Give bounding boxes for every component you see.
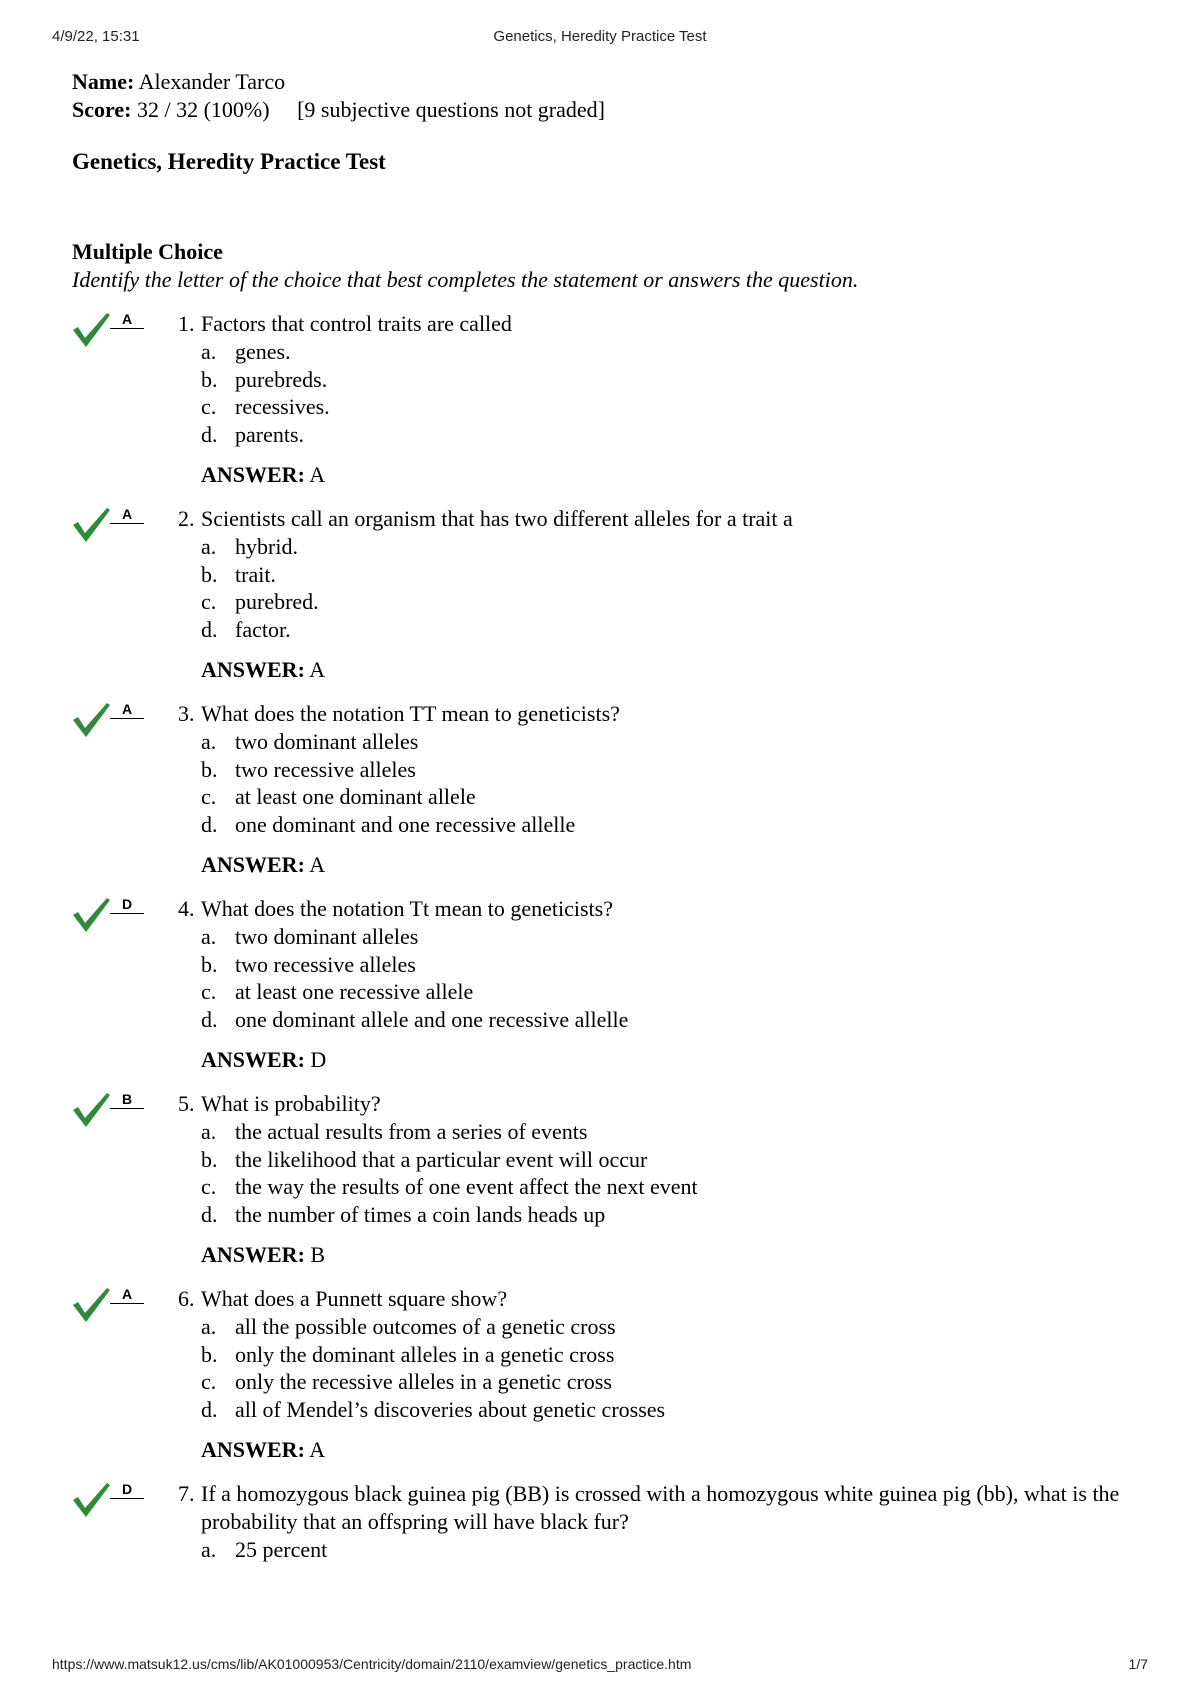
choice-letter: c.: [201, 1369, 217, 1394]
answer-value: B: [310, 1242, 326, 1267]
choice-text: 25 percent: [235, 1537, 328, 1562]
question-body: [178, 1285, 1132, 1464]
question-item: [72, 895, 1132, 1074]
question-number: 3.: [178, 701, 195, 726]
choice-text: at least one dominant allele: [235, 784, 476, 809]
choice-item: [201, 1396, 1132, 1424]
choice-letter: c.: [201, 784, 217, 809]
page-title: Genetics, Heredity Practice Test: [72, 149, 386, 174]
choice-letter: d.: [201, 616, 218, 642]
choice-letter: b.: [201, 756, 218, 782]
choice-item: [201, 338, 1132, 366]
print-url: https://www.matsuk12.us/cms/lib/AK01000953/Centricity/domain/2110/examview/genetics_practice.htm: [52, 1656, 692, 1672]
question-item: [72, 310, 1132, 489]
choice-item: [201, 728, 1132, 756]
checkmark-icon: [72, 1090, 112, 1130]
choice-item: [201, 1201, 1132, 1229]
answer-value: A: [309, 1437, 326, 1462]
answer-label: ANSWER:: [201, 852, 305, 877]
choice-item: [201, 1173, 1132, 1201]
selected-answer: A: [110, 505, 144, 524]
choice-letter: a.: [201, 339, 217, 364]
choice-text: two recessive alleles: [235, 951, 416, 977]
choice-item: [201, 951, 1132, 979]
choice-list: [201, 533, 1132, 643]
answer-line: [201, 656, 1132, 684]
section-instructions: Identify the letter of the choice that best completes the statement or answers the question.: [72, 267, 859, 292]
question-text: What does the notation TT mean to geneticists?: [201, 701, 620, 726]
answer-line: [201, 1436, 1132, 1464]
question-line: [178, 1480, 1132, 1536]
answer-line: [201, 461, 1132, 489]
choice-item: [201, 756, 1132, 784]
score-label: Score:: [72, 97, 132, 122]
choice-list: [201, 338, 1132, 448]
answer-value: D: [310, 1047, 327, 1072]
question-line: [178, 505, 1132, 533]
choice-letter: b.: [201, 1341, 218, 1367]
choice-letter: a.: [201, 1119, 217, 1144]
section-title: Multiple Choice: [72, 239, 223, 264]
question-line: [178, 310, 1132, 338]
answer-label: ANSWER:: [201, 1437, 305, 1462]
choice-text: the way the results of one event affect the next event: [235, 1174, 698, 1199]
question-item: [72, 700, 1132, 879]
choice-letter: a.: [201, 729, 217, 754]
choice-item: [201, 978, 1132, 1006]
choice-letter: a.: [201, 924, 217, 949]
choice-list: [201, 1313, 1132, 1423]
question-line: [178, 1285, 1132, 1313]
question-text: If a homozygous black guinea pig (BB) is crossed with a homozygous white guinea pig (bb), what is the probability that an offspring will have black fur?: [201, 1481, 1120, 1534]
choice-item: [201, 1368, 1132, 1396]
question-body: [178, 895, 1132, 1074]
choice-letter: c.: [201, 1174, 217, 1199]
choice-text: all of Mendel’s discoveries about genetic crosses: [235, 1396, 666, 1422]
choice-item: [201, 1006, 1132, 1034]
choice-text: parents.: [235, 421, 305, 447]
selected-answer: A: [110, 700, 144, 719]
choice-item: [201, 1536, 1132, 1564]
choice-text: all the possible outcomes of a genetic cross: [235, 1314, 616, 1339]
choice-text: the likelihood that a particular event will occur: [235, 1146, 648, 1172]
choice-text: trait.: [235, 561, 276, 587]
selected-answer: D: [110, 1480, 144, 1499]
selected-answer: B: [110, 1090, 144, 1109]
question-number: 2.: [178, 506, 195, 531]
answer-value: A: [309, 462, 326, 487]
name-label: Name:: [72, 69, 135, 94]
choice-item: [201, 588, 1132, 616]
print-doc-title: Genetics, Heredity Practice Test: [493, 28, 707, 45]
page-number: 1/7: [1128, 1656, 1148, 1672]
choice-letter: d.: [201, 1006, 218, 1032]
choice-item: [201, 1313, 1132, 1341]
document-body: [72, 68, 1132, 1564]
question-body: [178, 1090, 1132, 1269]
choice-text: genes.: [235, 339, 291, 364]
choice-item: [201, 923, 1132, 951]
checkmark-icon: [72, 700, 112, 740]
choice-letter: b.: [201, 951, 218, 977]
question-number: 6.: [178, 1286, 195, 1311]
print-datetime: 4/9/22, 15:31: [52, 28, 140, 45]
choice-item: [201, 393, 1132, 421]
choice-letter: d.: [201, 1201, 218, 1227]
choice-text: purebreds.: [235, 366, 328, 392]
question-item: [72, 1480, 1132, 1564]
score-value: 32 / 32 (100%): [136, 97, 270, 122]
choice-letter: a.: [201, 1314, 217, 1339]
question-line: [178, 895, 1132, 923]
name-value: Alexander Tarco: [138, 69, 286, 94]
question-item: [72, 1090, 1132, 1269]
choice-text: only the recessive alleles in a genetic cross: [235, 1369, 612, 1394]
choice-text: hybrid.: [235, 534, 298, 559]
choice-list: [201, 728, 1132, 838]
checkmark-icon: [72, 1480, 112, 1520]
choice-letter: c.: [201, 589, 217, 614]
choice-item: [201, 616, 1132, 644]
selected-answer: D: [110, 895, 144, 914]
choice-text: one dominant and one recessive allelle: [235, 811, 576, 837]
answer-value: A: [309, 852, 326, 877]
question-text: What is probability?: [201, 1091, 381, 1116]
choice-text: two dominant alleles: [235, 729, 419, 754]
answer-line: [201, 851, 1132, 879]
question-text: Scientists call an organism that has two different alleles for a trait a: [201, 506, 793, 531]
choice-list: [201, 1118, 1132, 1228]
choice-list: [201, 1536, 1132, 1564]
choice-letter: c.: [201, 394, 217, 419]
choice-text: at least one recessive allele: [235, 979, 474, 1004]
choice-item: [201, 783, 1132, 811]
question-line: [178, 700, 1132, 728]
score-note: [9 subjective questions not graded]: [297, 97, 605, 122]
question-item: [72, 1285, 1132, 1464]
name-line: [72, 68, 1132, 96]
choice-text: recessives.: [235, 394, 330, 419]
question-number: 4.: [178, 896, 195, 921]
choice-letter: b.: [201, 1146, 218, 1172]
choice-list: [201, 923, 1132, 1033]
question-number: 7.: [178, 1481, 195, 1506]
question-body: [178, 700, 1132, 879]
answer-label: ANSWER:: [201, 657, 305, 682]
choice-text: the actual results from a series of events: [235, 1119, 588, 1144]
answer-label: ANSWER:: [201, 462, 305, 487]
checkmark-icon: [72, 1285, 112, 1325]
choice-text: two dominant alleles: [235, 924, 419, 949]
multiple-choice-section: [72, 238, 1132, 294]
answer-label: ANSWER:: [201, 1242, 305, 1267]
question-list: [72, 310, 1132, 1564]
question-body: [178, 505, 1132, 684]
choice-letter: c.: [201, 979, 217, 1004]
question-item: [72, 505, 1132, 684]
answer-line: [201, 1046, 1132, 1074]
choice-text: two recessive alleles: [235, 756, 416, 782]
selected-answer: A: [110, 310, 144, 329]
choice-item: [201, 1146, 1132, 1174]
choice-item: [201, 561, 1132, 589]
choice-text: only the dominant alleles in a genetic cross: [235, 1341, 615, 1367]
choice-item: [201, 421, 1132, 449]
question-text: Factors that control traits are called: [201, 311, 512, 336]
choice-letter: d.: [201, 1396, 218, 1422]
answer-line: [201, 1241, 1132, 1269]
choice-item: [201, 1118, 1132, 1146]
answer-value: A: [309, 657, 326, 682]
choice-letter: a.: [201, 534, 217, 559]
question-text: What does the notation Tt mean to geneticists?: [201, 896, 613, 921]
choice-text: purebred.: [235, 589, 319, 614]
choice-item: [201, 366, 1132, 394]
checkmark-icon: [72, 895, 112, 935]
choice-letter: d.: [201, 811, 218, 837]
question-body: [178, 310, 1132, 489]
choice-letter: b.: [201, 366, 218, 392]
answer-label: ANSWER:: [201, 1047, 305, 1072]
choice-letter: d.: [201, 421, 218, 447]
choice-item: [201, 811, 1132, 839]
question-number: 1.: [178, 311, 195, 336]
checkmark-icon: [72, 310, 112, 350]
choice-letter: a.: [201, 1537, 217, 1562]
choice-text: the number of times a coin lands heads up: [235, 1201, 606, 1227]
question-line: [178, 1090, 1132, 1118]
choice-item: [201, 533, 1132, 561]
selected-answer: A: [110, 1285, 144, 1304]
checkmark-icon: [72, 505, 112, 545]
question-text: What does a Punnett square show?: [201, 1286, 508, 1311]
choice-text: one dominant allele and one recessive allelle: [235, 1006, 629, 1032]
question-body: [178, 1480, 1132, 1564]
choice-letter: b.: [201, 561, 218, 587]
question-number: 5.: [178, 1091, 195, 1116]
score-line: [72, 96, 1132, 124]
choice-item: [201, 1341, 1132, 1369]
choice-text: factor.: [235, 616, 291, 642]
